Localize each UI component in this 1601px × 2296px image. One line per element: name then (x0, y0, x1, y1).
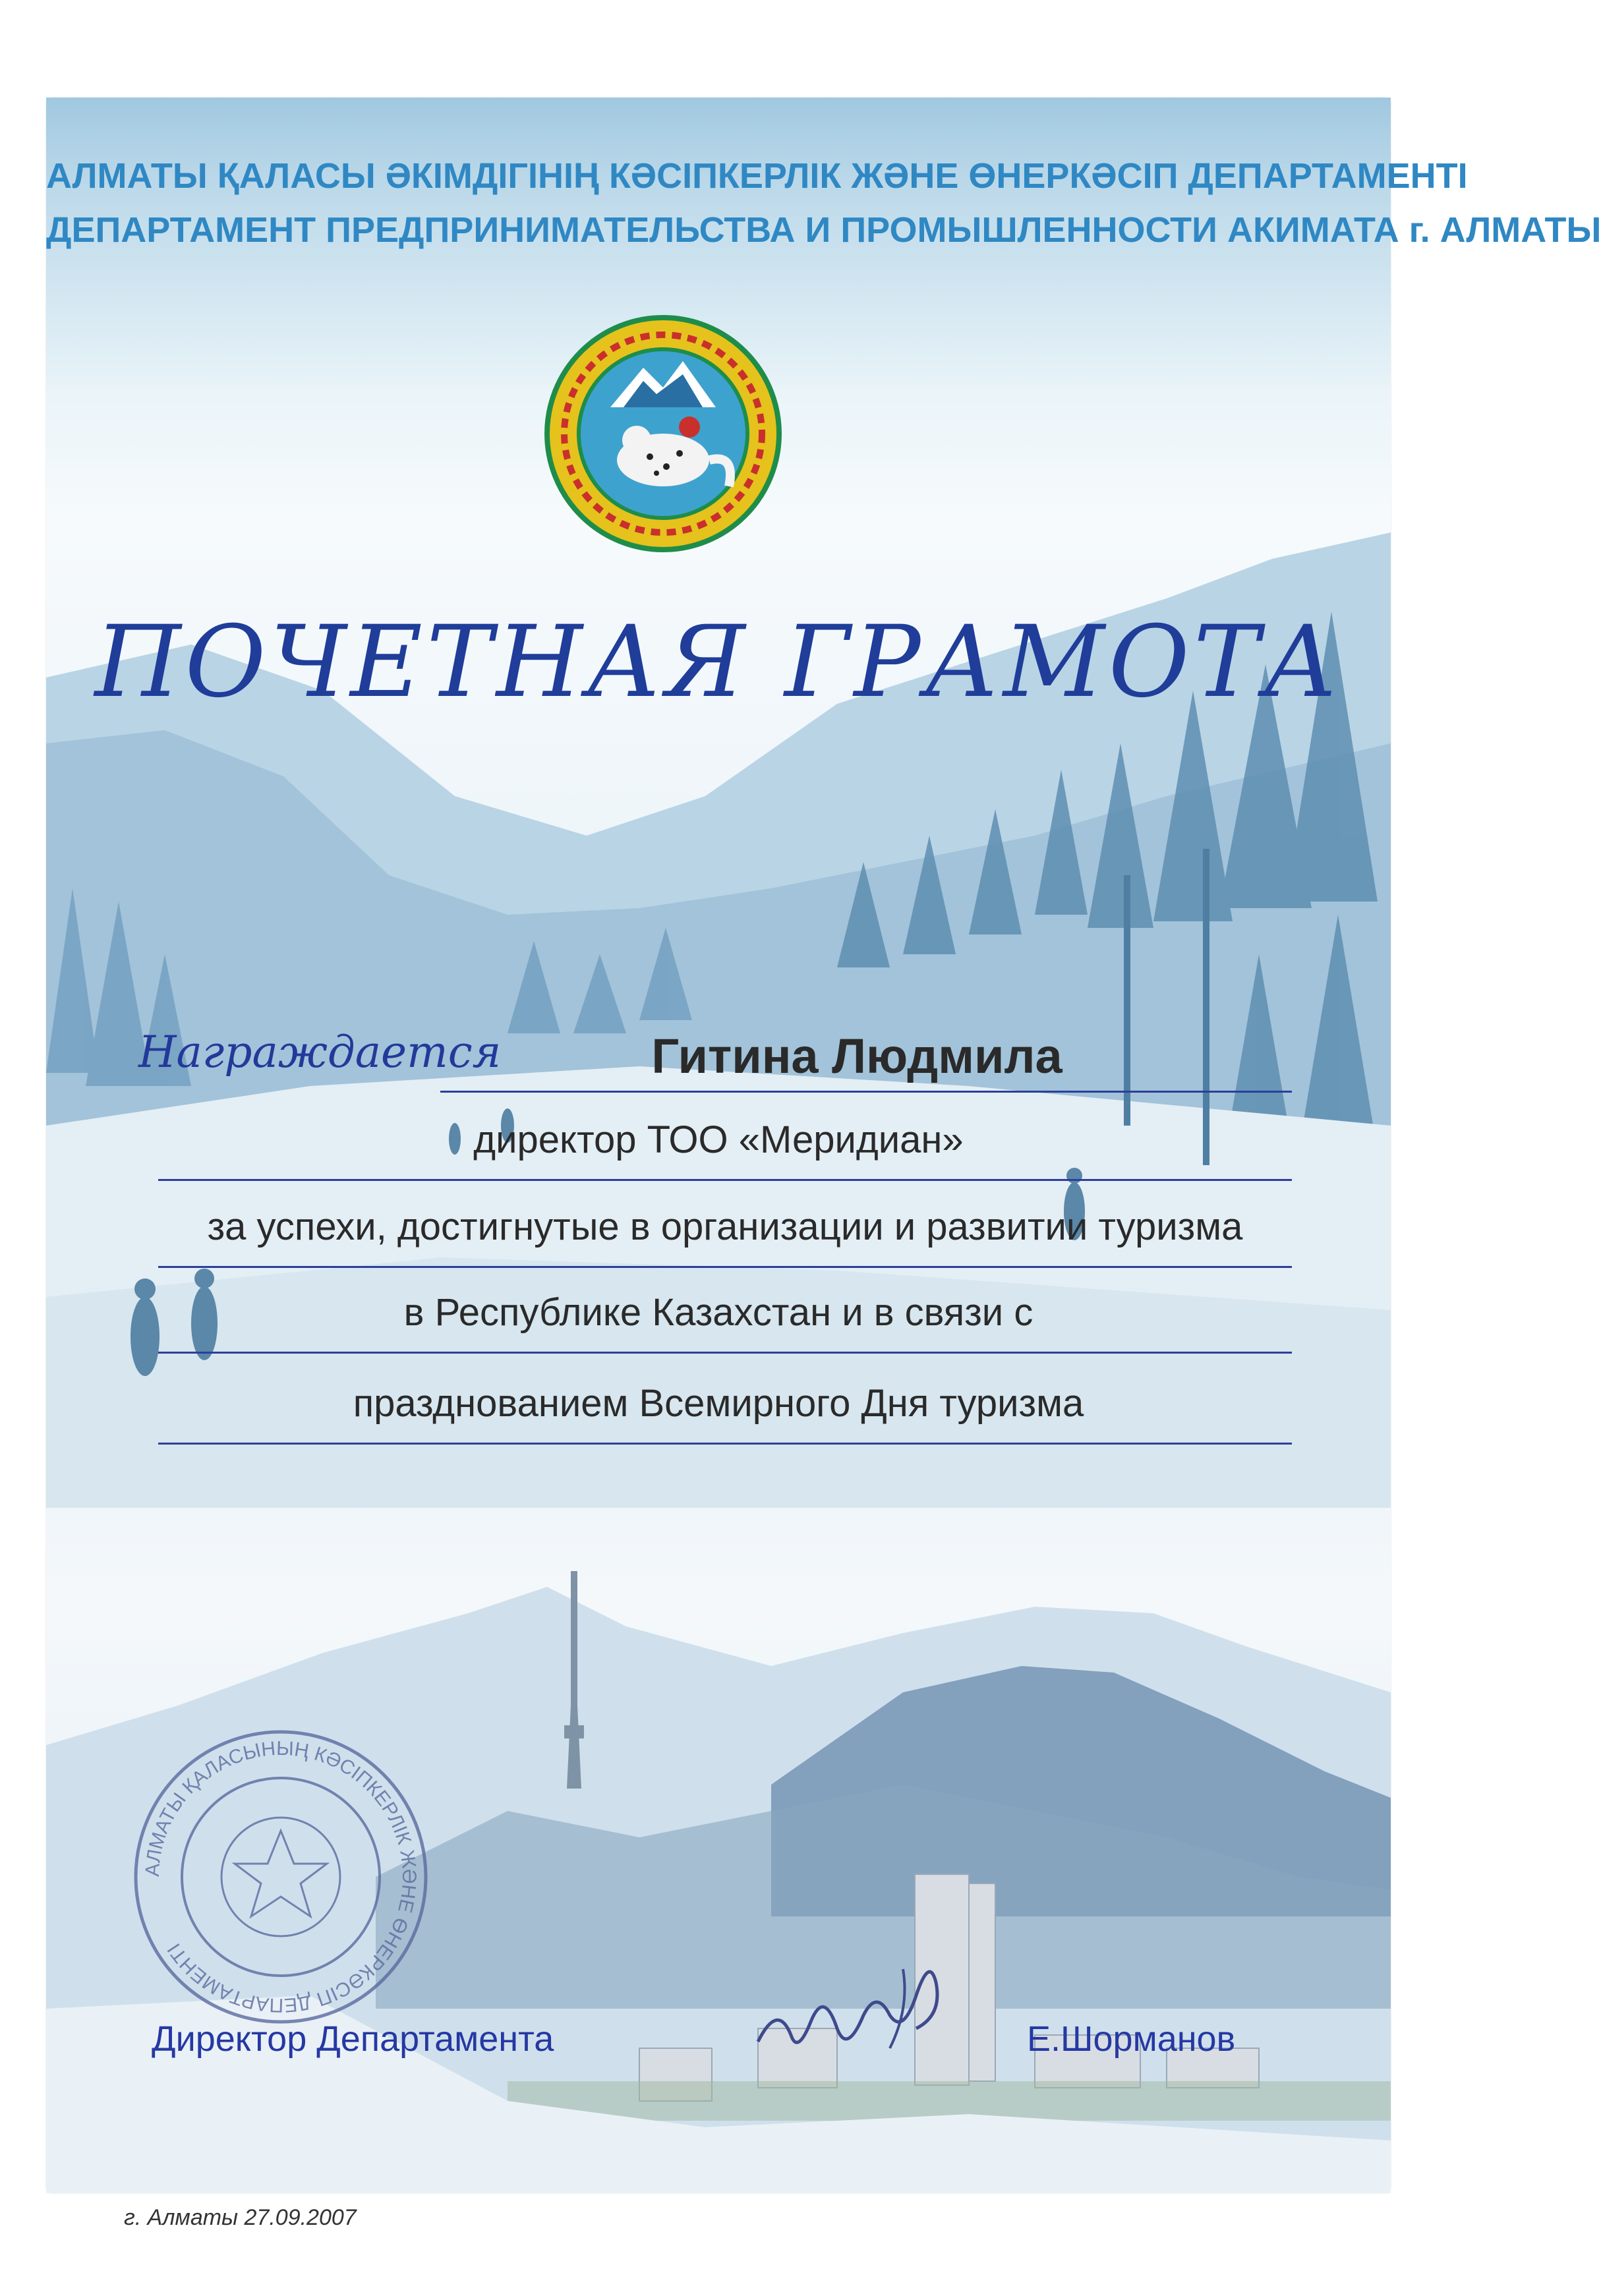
certificate-title: ПОЧЕТНАЯ ГРАМОТА (94, 605, 1343, 720)
signature-role: Директор Департамента (152, 2019, 554, 2059)
award-line-4: празднованием Всемирного Дня туризма (353, 1382, 1084, 1425)
handwritten-signature-icon (745, 1943, 982, 2075)
award-line-1-underline (158, 1179, 1292, 1181)
almaty-coat-of-arms-icon (544, 315, 782, 552)
award-line-1: директор ТОО «Меридиан» (473, 1118, 964, 1161)
header-kazakh: АЛМАТЫ ҚАЛАСЫ ӘКІМДІГІНІҢ КӘСІПКЕРЛІК ЖӘНЕ ӨНЕРКӘСІП ДЕПАРТАМЕНТІ (46, 156, 1468, 196)
place-and-date: г. Алматы 27.09.2007 (124, 2205, 357, 2230)
award-line-2-underline (158, 1266, 1292, 1268)
recipient-underline (440, 1091, 1292, 1093)
official-seal-icon (129, 1725, 432, 2028)
certificate-sheet (46, 98, 1601, 2230)
header-russian: ДЕПАРТАМЕНТ ПРЕДПРИНИМАТЕЛЬСТВА И ПРОМЫШЛЕННОСТИ АКИМАТА г. АЛМАТЫ (46, 210, 1601, 250)
signature-name: Е.Шорманов (1027, 2019, 1236, 2059)
svg-text:АЛМАТЫ ҚАЛАСЫНЫҢ КӘСІПКЕРЛІК Ж: АЛМАТЫ ҚАЛАСЫНЫҢ КӘСІПКЕРЛІК ЖӘНЕ ӨНЕРКӘСІП ДЕПАРТАМЕНТІ (141, 1737, 421, 2017)
awarded-label: Награждается (138, 1027, 502, 1077)
award-line-3: в Республике Казахстан и в связи с (403, 1291, 1033, 1334)
award-line-2: за успехи, достигнутые в организации и развитии туризма (207, 1205, 1243, 1248)
award-line-4-underline (158, 1443, 1292, 1445)
recipient-name: Гитина Людмила (651, 1029, 1062, 1083)
award-line-3-underline (158, 1352, 1292, 1354)
